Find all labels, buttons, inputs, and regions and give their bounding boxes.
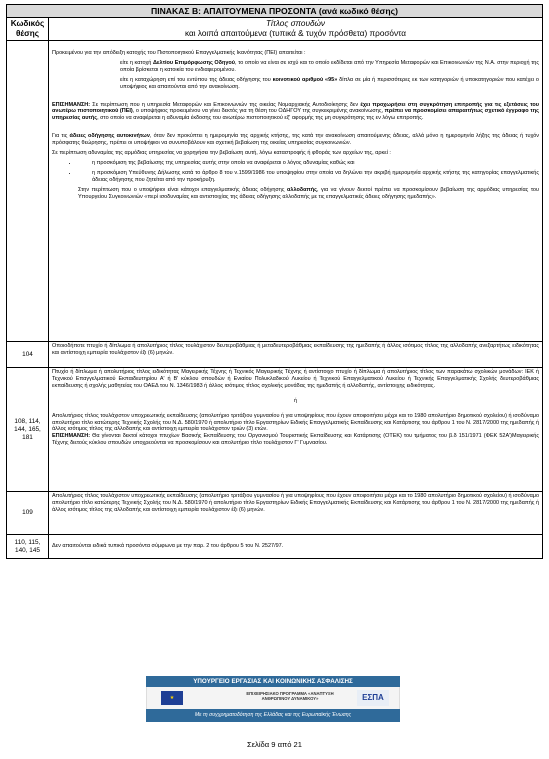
col-header-code: Κωδικός θέσης bbox=[7, 18, 49, 41]
document-page bbox=[6, 4, 543, 559]
qualifications-table bbox=[6, 4, 543, 559]
espa-logo: ΕΣΠΑ bbox=[357, 690, 389, 706]
list-item: • η προσκόμιση Υπεύθυνης Δήλωσης κατά το άρθρο 8 του ν.1599/1986 του υποψηφίου στην οποία να δηλώνει την ακριβή ημερομηνία αρχικής κτήσης της κατηγορίας επαγγελματικής άδειας οδήγησης που ζητείται από την προκήρυξη. bbox=[78, 170, 539, 184]
position-requirements bbox=[49, 368, 543, 492]
pei-intro: Προκειμένου για την απόδειξη κατοχής του Πιστοποιητικού Επαγγελματικής Ικανότητας (ΠΕΙ) απαιτείται : bbox=[52, 50, 306, 56]
col-header-title-line1: Τίτλος σπουδών bbox=[266, 19, 325, 28]
eu-flag-icon: ★ bbox=[161, 691, 183, 705]
position-code: 104 bbox=[7, 342, 49, 368]
table-row bbox=[7, 535, 543, 559]
requirement-option-a: Πτυχίο ή δίπλωμα ή απολυτήριος τίτλος ειδικότητας Μαγειρικής Τέχνης ή Τεχνικός Μαγειρικής Τέχνης ή αντίστοιχο πτυχίο ή δίπλωμα ή απολυτήριος τίτλος των παρακάτω σχολικών μονάδων: ΙΕΚ ή Τεχνικού Επαγγελματικού Εκπαιδευτηρίου Α' ή Β' κύκλου σπουδών ή Ενιαίου Πολυκλαδικού Λυκείου ή Τεχνικού Επαγγελματικού Λυκείου ή Τεχνικής Επαγγελματικής Σχολής δευτεροβάθμιας εκπαίδευσης ή σχολής μαθητείας του ΟΑΕΔ του Ν. 1346/1983 ή άλλος ισότιμος τίτλος σχολικής μονάδας της ημεδαπής ή αλλοδαπής, αντίστοιχης ειδικότητας. bbox=[52, 369, 539, 389]
col-header-title-line2: και λοιπά απαιτούμενα (τυπικά & τυχόν πρόσθετα) προσόντα bbox=[185, 29, 406, 38]
program-logo: ΕΠΙΧΕΙΡΗΣΙΑΚΟ ΠΡΟΓΡΑΜΜΑ «ΑΝΑΠΤΥΞΗ ΑΝΘΡΩΠΙΝΟΥ ΔΥΝΑΜΙΚΟΥ» bbox=[246, 691, 334, 701]
pei-option-a: είτε η κατοχή Δελτίου Επιμόρφωσης Οδηγού, το οποίο να είναι σε ισχύ και το οποίο εκδίδεται από την Υπηρεσία Μεταφορών και Επικοινωνιών της Ν.Α. στην περιοχή της οποία βρίσκεται η κατοικία του ενδιαφερομένου. bbox=[120, 59, 539, 73]
requirement-option-b: Απολυτήριος τίτλος τουλάχιστον υποχρεωτικής εκπαίδευσης (απολυτήριο τριτάξιου γυμνασίου ή για υποψηφίους που έχουν αποφοιτήσει μέχρι και το 1980 απολυτήριο δημοτικού σχολείου) ή ισοδύναμο απολυτήριο τίτλο κατώτερης Τεχνικής Σχολής του Ν.Δ. 580/1970 ή απολυτήριο τίτλο Εργαστηρίων Ειδικής Επαγγελματικής Εκπαίδευσης και Κατάρτισης του άρθρου 1 του Ν. 2817/2000 της ημεδαπής ή άλλος ισότιμος τίτλος της αλλοδαπής και αντίστοιχη εμπειρία τουλάχιστον τριών (3) ετών. bbox=[52, 412, 540, 433]
position-code: 108, 114, 144, 165, 181 bbox=[7, 368, 49, 492]
position-requirements: Δεν απαιτούνται ειδικά τυπικά προσόντα σύμφωνα με την παρ. 2 του άρθρου 5 του Ν. 2527/97. bbox=[49, 535, 543, 559]
empty-code-cell bbox=[7, 41, 49, 342]
position-requirements: Οποιοδήποτε πτυχίο ή δίπλωμα ή απολυτήριος τίτλος τουλάχιστον δευτεροβάθμιας ή μεταδευτεροβάθμιας εκπαίδευσης της ημεδαπής ή άλλος ισότιμος τίτλος της αλλοδαπής ανεξαρτήτως ειδικότητας και αντίστοιχη εμπειρία τουλάχιστον έξι (6) μηνών. bbox=[49, 342, 543, 368]
pei-option-b: είτε η καταχώρηση επί του εντύπου της άδειας οδήγησης του κοινοτικού αριθμού «95» δίπλα σε μία ή περισσότερες εκ των κατηγοριών ή υποκατηγοριών που κατέχει ο υποψήφιος και απαιτούνται από την ανακοίνωση. bbox=[120, 76, 539, 90]
page-number: Σελίδα 9 από 21 bbox=[246, 740, 303, 749]
table-row bbox=[7, 41, 543, 342]
ministry-banner: ΥΠΟΥΡΓΕΙΟ ΕΡΓΑΣΙΑΣ ΚΑΙ ΚΟΙΝΩΝΙΚΗΣ ΑΣΦΑΛΙΣΗΣ bbox=[146, 676, 400, 687]
position-code: 109 bbox=[7, 492, 49, 535]
table-row bbox=[7, 342, 543, 368]
foreign-license-paragraph: Στην περίπτωση που ο υποψήφιοι είναι κάτοχοι επαγγελματικής άδειας οδήγησης αλλοδαπής, για να γίνουν δεκτοί πρέπει να προσκομίσουν βεβαίωση της αρμόδιας υπηρεσίας του Υπουργείου Συγκοινωνιών «περί ισοδυναμίας και αντιστοιχίας της άδειας οδήγησης αλλοδαπής με τις επαγγελματικές άδειες οδήγησης ημεδαπής». bbox=[78, 186, 539, 200]
table-title: ΠΙΝΑΚΑΣ Β: ΑΠΑΙΤΟΥΜΕΝΑ ΠΡΟΣΟΝΤΑ (ανά κωδικό θέσης) bbox=[7, 5, 543, 18]
list-item: • η προσκόμιση της βεβαίωσης της υπηρεσίας αυτής στην οποία να αναφέρεται ο λόγος αδυναμίας καθώς και bbox=[78, 160, 539, 167]
license-inability-paragraph: Σε περίπτωση αδυναμίας της αρμόδιας υπηρεσίας να χορηγήσει την βεβαίωση αυτή, λόγω καταστροφής ή φθοράς των αρχείων της, αρκεί : bbox=[52, 150, 391, 157]
requirement-note: ΕΠΙΣΗΜΑΝΣΗ: Θα γίνονται δεκτοί κάτοχοι πτυχίων Βασικής Εκπαίδευσης του Οργανισμού Τουριστικής Εκπαίδευσης και Κατάρτισης (ΟΤΕΚ) του τμήματος του β.δ 151/1971 (ΦΕΚ 52Α')Μαγειρικής Τέχνης διετούς κύκλου σπουδών υποχρεούνται να προσκομίσουν και απολυτήριο τίτλο τουλάχιστον Γ' Γυμνασίου. bbox=[52, 433, 539, 447]
footer-logo-banner bbox=[146, 676, 400, 724]
table-row bbox=[7, 368, 543, 492]
position-code: 110, 115, 140, 145 bbox=[7, 535, 49, 559]
pei-note: ΕΠΙΣΗΜΑΝΣΗ: Σε περίπτωση που η υπηρεσία Μεταφορών και Επικοινωνιών της οικείας Νομαρχιακής Αυτοδιοίκησης δεν έχει προχωρήσει στη συγκρότηση επιτροπής για τις εξετάσεις του ανωτέρω πιστοποιητικού (ΠΕΙ), ο υποψήφιος προκειμένου να γίνει δεκτός για τη θέση του ΟΔΗΓΟΥ της συγκεκριμένης ανακοίνωσης, πρέπει να προσκομίσει απαραιτήτως σχετικό έγγραφο της υπηρεσίας αυτής, στο οποίο να αναφέρεται η αδυναμία έκδοσης του ανωτέρω πιστοποιητικού εξ' αφορμής της μη συγκρότησης της εν λόγω επιτροπής. bbox=[52, 101, 539, 122]
col-header-title bbox=[49, 18, 543, 41]
logo-strip bbox=[146, 687, 400, 709]
table-row bbox=[7, 492, 543, 535]
license-date-paragraph: Για τις άδειες οδήγησης αυτοκινήτων, όταν δεν προκύπτει η ημερομηνία της αρχικής κτήσης, της κατά την ανακοίνωση απαιτούμενης άδειας, αλλά μόνο η ημερομηνία λήξης της άδειας ή τυχόν πρόσφατης θεώρησης, πρέπει οι υποψήφιοι να συνυποβάλουν και σχετική βεβαίωση της οικείας υπηρεσίας συγκοινωνιών. bbox=[52, 133, 540, 147]
position-requirements: Απολυτήριος τίτλος τουλάχιστον υποχρεωτικής εκπαίδευσης (απολυτήριο τριτάξιου γυμνασίου ή για υποψηφίους που έχουν αποφοιτήσει μέχρι και το 1980 απολυτήριο δημοτικού σχολείου) ή ισοδύναμο απολυτήριο τίτλο κατώτερης Τεχνικής Σχολής του Ν.Δ. 580/1970 ή απολυτήριο τίτλο Εργαστηρίων Ειδικής Επαγγελματικής Εκπαίδευσης και Κατάρτισης του άρθρου 1 του Ν. 2817/2000 της ημεδαπής ή άλλος ισότιμος τίτλος της αλλοδαπής και αντίστοιχη εμπειρία τουλάχιστον έξι (6) μηνών. bbox=[49, 492, 543, 535]
bullet-list bbox=[52, 160, 539, 184]
driver-license-requirements bbox=[49, 41, 543, 342]
cofinance-banner: Με τη συγχρηματοδότηση της Ελλάδας και της Ευρωπαϊκής Ένωσης bbox=[146, 709, 400, 722]
or-separator: ή bbox=[293, 397, 298, 404]
